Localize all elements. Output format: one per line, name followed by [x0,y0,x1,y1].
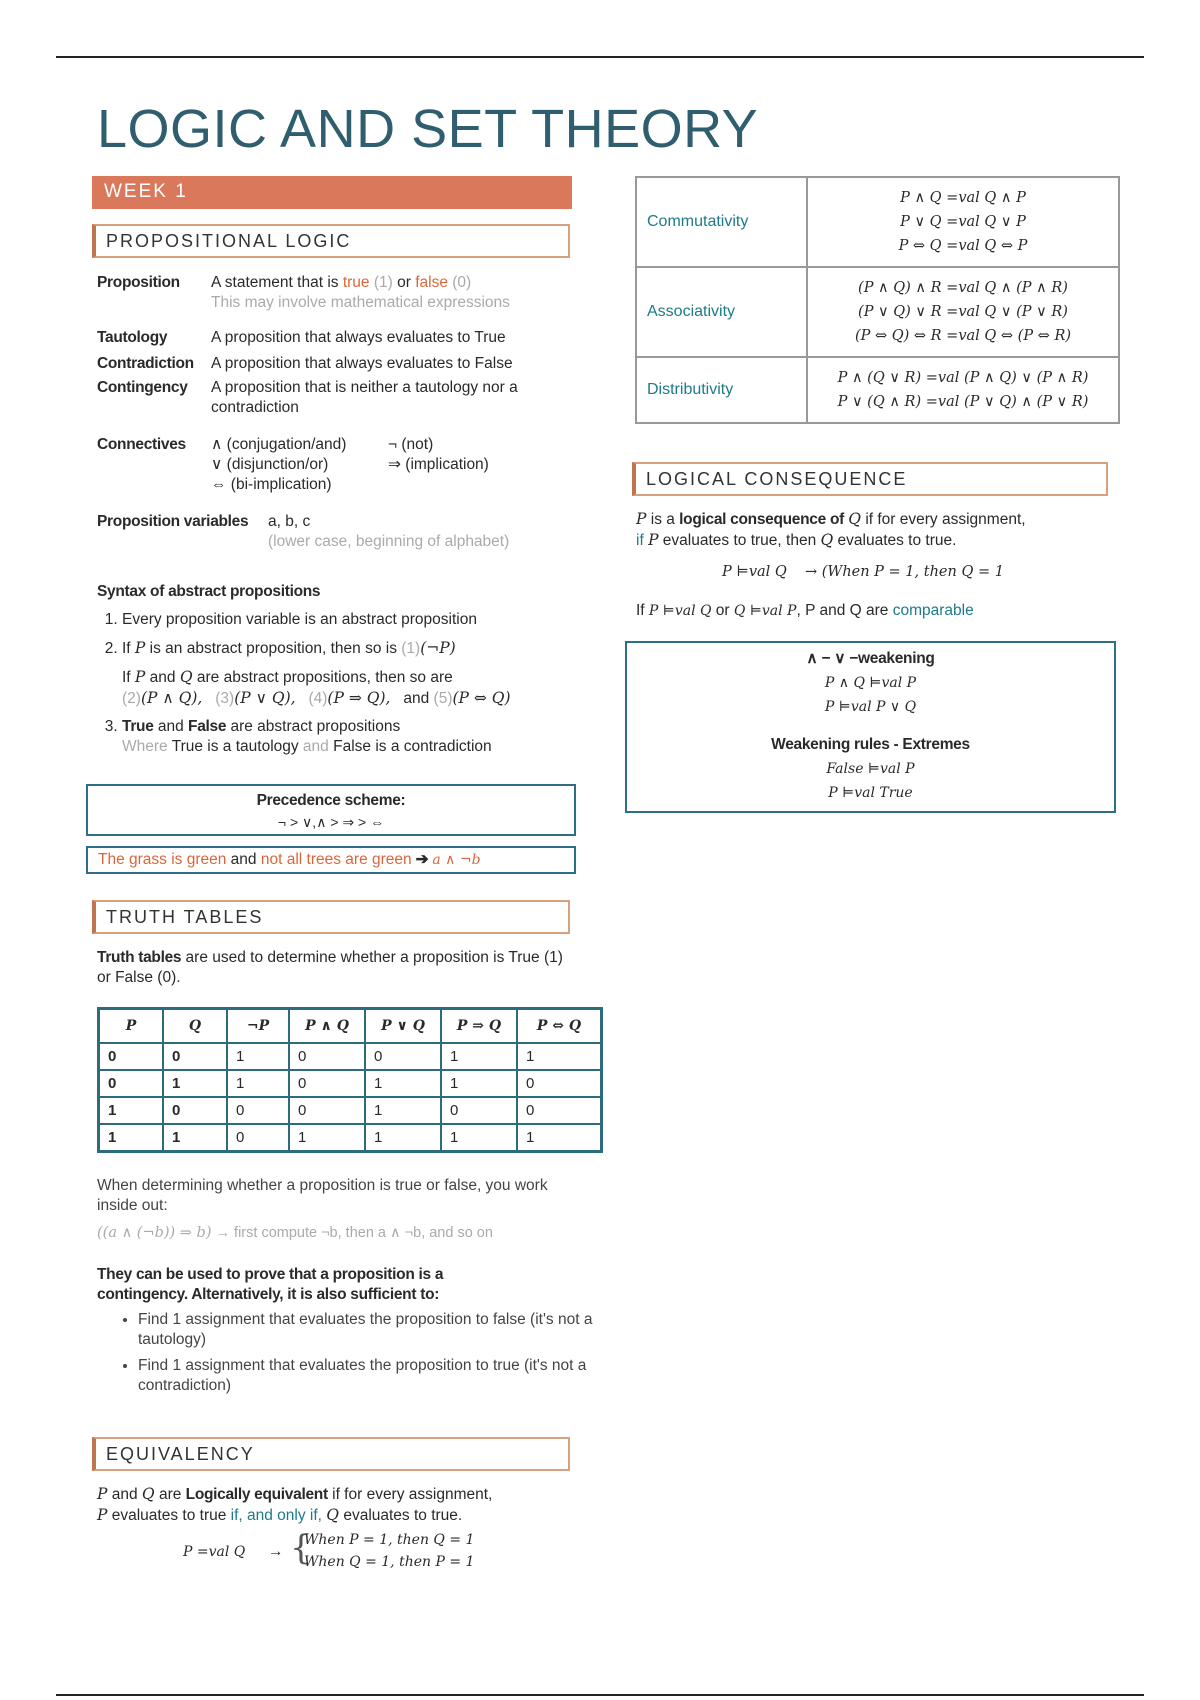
conn-disj: ∨ (disjunction/or) [211,456,329,473]
th-or: P ∨ Q [365,1009,441,1044]
proposition-note: This may involve mathematical expressions [211,294,510,311]
weakening-line-4: P ⊨val True [828,785,913,801]
syntax-expressions: (2)(P ∧ Q), (3)(P ∨ Q), (4)(P ⇒ Q), and (5)(P ⇔ Q) [122,689,511,707]
table-cell: 1 [365,1097,441,1124]
table-cell: 0 [517,1070,602,1097]
table-row [636,177,1119,267]
table-cell: 1 [441,1070,517,1097]
table-cell: 0 [441,1097,517,1124]
table-cell: 1 [99,1124,164,1151]
page-title: LOGIC AND SET THEORY [97,99,759,159]
weakening-extremes-heading: Weakening rules - Extremes [771,736,970,753]
table-cell: 1 [441,1043,517,1070]
weakening-line-2: P ⊨val P ∨ Q [824,699,917,715]
precedence-scheme: ¬ > ∨,∧ > ⇒ > ⇔ [277,814,385,830]
def-contradiction: A proposition that always evaluates to False [211,355,513,372]
th-q: Q [163,1009,227,1044]
section-truth-tables: TRUTH TABLES [92,900,570,934]
table-cell: 1 [99,1097,164,1124]
propvars-note: (lower case, beginning of alphabet) [268,533,510,550]
term-contradiction: Contradiction [97,355,194,372]
section-equivalency: EQUIVALENCY [92,1437,570,1471]
table-cell: 1 [163,1070,227,1097]
table-cell: 0 [163,1043,227,1070]
table-row [99,1043,602,1070]
weakening-line-3: False ⊨val P [826,761,915,777]
def-contingency: A proposition that is neither a tautology nor a contradiction [211,379,518,416]
equivalency-arrow: → [268,1543,284,1560]
table-cell: 0 [163,1097,227,1124]
inside-out-example: ((a ∧ (¬b)) ⇒ b) → first compute ¬b, then a ∧ ¬b, and so on [97,1225,493,1241]
table-cell: 0 [517,1097,602,1124]
laws-table [635,176,1120,424]
contingency-bullets [100,1310,598,1402]
table-cell: 1 [517,1124,602,1151]
list-item: • Find 1 assignment that evaluates the proposition to false (it's not a tautology) [138,1310,598,1350]
syntax-list [100,610,511,757]
conn-conj: ∧ (conjugation/and) [211,436,347,453]
def-propvars: a, b, c [268,513,311,530]
syntax-item-2b: If P and Q are abstract propositions, then so are [122,668,453,686]
weakening-line-1: P ∧ Q ⊨val P [824,675,917,691]
def-proposition: A statement that is true (1) or false (0) [211,274,472,291]
table-cell: 1 [365,1124,441,1151]
law-distributivity: P ∧ (Q ∨ R) =val (P ∧ Q) ∨ (P ∧ R) P ∨ (Q ∧ R) =val (P ∨ Q) ∧ (P ∨ R) [807,357,1119,423]
term-connectives: Connectives [97,436,186,453]
table-cell: 1 [517,1043,602,1070]
table-cell: 0 [99,1043,164,1070]
table-cell: 1 [289,1124,365,1151]
truth-intro: Truth tables are used to determine whether a proposition is True (1) or False (0). [97,949,563,986]
inside-out-text: When determining whether a proposition is true or false, you work inside out: [97,1177,548,1214]
table-cell: 1 [227,1070,289,1097]
term-proposition: Proposition [97,274,180,291]
table-row [99,1124,602,1151]
section-logical-consequence: LOGICAL CONSEQUENCE [632,462,1108,496]
list-item: • Find 1 assignment that evaluates the proposition to true (it's not a contradiction) [138,1356,598,1396]
weakening-box [625,641,1116,813]
equivalency-brace: { [290,1528,312,1568]
term-contingency: Contingency [97,379,188,396]
precedence-heading: Precedence scheme: [256,792,406,809]
table-cell: 1 [227,1043,289,1070]
section-propositional-logic: PROPOSITIONAL LOGIC [92,224,570,258]
table-cell: 0 [99,1070,164,1097]
truth-table [97,1007,603,1153]
term-tautology: Tautology [97,329,168,346]
syntax-item-2: 2. If P is an abstract proposition, then so is (1)(¬P) If P and Q are abstract propositions, then so are (2)(P ∧ Q), (3)(P ∨ Q), (4)(P ⇒ Q), and (5)(P ⇔ Q) [122,638,511,709]
conn-impl: ⇒ (implication) [388,456,489,473]
law-associativity: (P ∧ Q) ∧ R =val Q ∧ (P ∧ R) (P ∨ Q) ∨ R =val Q ∨ (P ∨ R) (P ⇔ Q) ⇔ R =val Q ⇔ (P ⇔ R) [807,267,1119,357]
weakening-heading: ∧ − ∨ −weakening [806,650,935,667]
comparable-def: If P ⊨val Q or Q ⊨val P, P and Q are comparable [636,602,974,619]
week-banner: WEEK 1 [92,176,572,209]
table-row [636,357,1119,423]
true-word: true [342,274,370,291]
table-cell: 1 [163,1124,227,1151]
false-word: false [415,274,448,291]
equivalency-case-1: When P = 1, then Q = 1 [304,1532,475,1548]
term-propvars: Proposition variables [97,513,249,530]
law-name-associativity: Associativity [636,267,807,357]
precedence-box [86,784,576,836]
th-biimpl: P ⇔ Q [517,1009,602,1044]
table-row [99,1070,602,1097]
equivalency-case-2: When Q = 1, then P = 1 [304,1554,475,1570]
syntax-item-3: 3. True and False are abstract propositions Where True is a tautology and False is a contradiction [122,717,511,757]
consequence-def: P is a logical consequence of Q if for every assignment, if P evaluates to true, then Q evaluates to true. [636,510,1026,549]
table-row [636,267,1119,357]
table-cell: 1 [365,1070,441,1097]
law-name-commutativity: Commutativity [636,177,807,267]
top-rule [56,56,1144,58]
th-impl: P ⇒ Q [441,1009,517,1044]
equivalency-formula: P =val Q [183,1544,246,1560]
th-and: P ∧ Q [289,1009,365,1044]
law-name-distributivity: Distributivity [636,357,807,423]
def-tautology: A proposition that always evaluates to True [211,329,506,346]
truth-table-header [99,1009,602,1044]
table-cell: 0 [289,1070,365,1097]
equivalency-def: P and Q are Logically equivalent if for every assignment, P evaluates to true if, and only if, Q evaluates to true. [97,1485,493,1524]
syntax-heading: Syntax of abstract propositions [97,583,321,600]
th-p: P [99,1009,164,1044]
consequence-formula-rest: → (When P = 1, then Q = 1 [805,564,1004,580]
th-notp: ¬P [227,1009,289,1044]
table-cell: 0 [289,1043,365,1070]
table-cell: 0 [227,1097,289,1124]
conn-not: ¬ (not) [388,436,434,453]
table-cell: 1 [441,1124,517,1151]
law-commutativity: P ∧ Q =val Q ∧ P P ∨ Q =val Q ∨ P P ⇔ Q =val Q ⇔ P [807,177,1119,267]
table-cell: 0 [227,1124,289,1151]
consequence-formula: P ⊨val Q [722,564,787,580]
table-cell: 0 [289,1097,365,1124]
table-cell: 0 [365,1043,441,1070]
example-box: The grass is green and not all trees are green ➔ a ∧ ¬b [86,846,576,874]
conn-bi: ⇔ (bi-implication) [211,476,332,493]
table-row [99,1097,602,1124]
syntax-item-3-note: Where True is a tautology and False is a contradiction [122,738,492,755]
contingency-proof-heading: They can be used to prove that a proposition is a contingency. Alternatively, it is also sufficient to: [97,1266,444,1303]
syntax-item-1: 1. Every proposition variable is an abstract proposition [122,610,511,630]
bottom-rule [56,1694,1144,1696]
